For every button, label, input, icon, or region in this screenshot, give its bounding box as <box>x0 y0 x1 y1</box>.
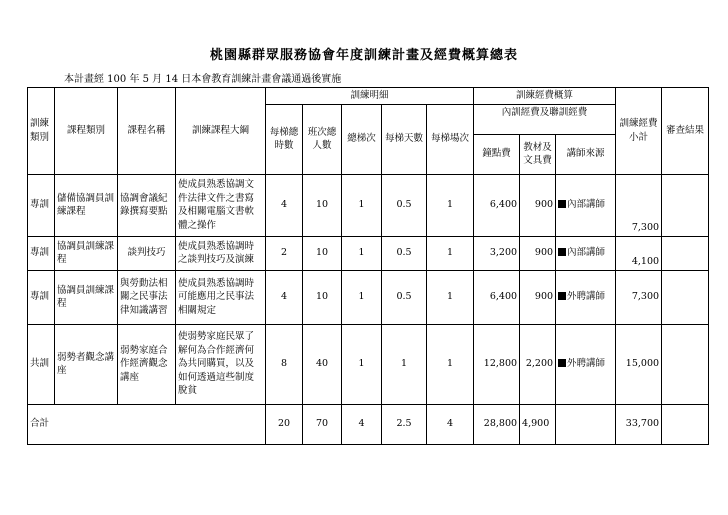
instructor-label: 內部講師 <box>567 199 606 211</box>
cell-total-sessions: 1 <box>342 324 382 404</box>
black-square-icon <box>558 292 566 300</box>
cell-category: 共訓 <box>28 324 55 404</box>
cell-outline: 使成員熟悉協調時之談判技巧及演練 <box>176 236 266 270</box>
cell-sessions: 1 <box>427 236 474 270</box>
black-square-icon <box>558 359 566 367</box>
total-hours: 20 <box>266 404 303 444</box>
cell-instructor <box>556 324 616 404</box>
page-title: 桃園縣群眾服務協會年度訓練計畫及經費概算總表 <box>209 48 518 63</box>
cell-total-sessions: 1 <box>342 174 382 236</box>
black-square-icon <box>558 248 566 256</box>
cell-hourly-fee: 6,400 <box>474 270 520 324</box>
cell-category: 專訓 <box>28 174 55 236</box>
cell-subtotal: 4,100 <box>616 236 662 270</box>
total-sessions-per: 4 <box>427 404 474 444</box>
cell-review <box>662 324 709 404</box>
header-total-hours: 每梯總時數 <box>266 104 303 174</box>
header-category: 訓練類別 <box>28 88 55 175</box>
cell-participants: 10 <box>303 236 342 270</box>
cell-total-sessions: 1 <box>342 236 382 270</box>
cell-days: 0.5 <box>382 236 427 270</box>
total-materials: 4,900 <box>520 404 556 444</box>
cell-subtotal: 7,300 <box>616 270 662 324</box>
cell-subtotal: 7,300 <box>616 174 662 236</box>
cell-total-hours: 8 <box>266 324 303 404</box>
cell-total-hours: 4 <box>266 270 303 324</box>
header-review: 審查結果 <box>662 88 709 175</box>
table-row <box>28 324 709 404</box>
cell-course-name: 談判技巧 <box>118 236 176 270</box>
cell-course-name: 弱勢家庭合作經濟觀念講座 <box>118 324 176 404</box>
cell-course-type: 弱勢者觀念講座 <box>55 324 118 404</box>
table-row <box>28 174 709 236</box>
cell-hourly-fee: 12,800 <box>474 324 520 404</box>
cell-review <box>662 174 709 236</box>
cell-total-sessions: 1 <box>342 270 382 324</box>
header-subtotal: 訓練經費小計 <box>616 88 662 175</box>
cell-outline: 使成員熟悉協調時可能應用之民事法相關規定 <box>176 270 266 324</box>
cell-instructor <box>556 270 616 324</box>
cell-days: 1 <box>382 324 427 404</box>
cell-participants: 40 <box>303 324 342 404</box>
cell-outline: 使成員熟悉協調文件法律文件之書寫及相關電腦文書軟體之操作 <box>176 174 266 236</box>
cell-total-hours: 2 <box>266 236 303 270</box>
instructor-label: 外聘講師 <box>567 291 606 303</box>
total-label: 合計 <box>28 404 266 444</box>
cell-course-name: 與勞動法相關之民事法律知識講習 <box>118 270 176 324</box>
cell-instructor <box>556 236 616 270</box>
header-total-sessions: 總梯次 <box>342 104 382 174</box>
header-days-per-session: 每梯天數 <box>382 104 427 174</box>
cell-days: 0.5 <box>382 174 427 236</box>
cell-instructor <box>556 174 616 236</box>
black-square-icon <box>558 200 566 208</box>
instructor-label: 內部講師 <box>567 247 606 259</box>
cell-participants: 10 <box>303 270 342 324</box>
cell-outline: 使弱勢家庭民眾了解何為合作經濟何為共同購買，以及如何透過這些制度脫貧 <box>176 324 266 404</box>
cell-sessions: 1 <box>427 174 474 236</box>
cell-sessions: 1 <box>427 270 474 324</box>
table-row <box>28 236 709 270</box>
header-outline: 訓練課程大綱 <box>176 88 266 175</box>
header-hourly-fee: 鐘點費 <box>474 134 520 174</box>
cell-hourly-fee: 3,200 <box>474 236 520 270</box>
approval-note: 本計畫經 100 年 5 月 14 日本會教育訓練計畫會議通過後實施 <box>64 74 342 85</box>
table-row <box>28 270 709 324</box>
cell-category: 專訓 <box>28 270 55 324</box>
header-row-1 <box>28 88 709 105</box>
cell-category: 專訓 <box>28 236 55 270</box>
cell-course-type: 協調員訓練課程 <box>55 270 118 324</box>
header-materials: 教材及文具費 <box>520 134 556 174</box>
cell-subtotal: 15,000 <box>616 324 662 404</box>
cell-materials: 2,200 <box>520 324 556 404</box>
instructor-label: 外聘講師 <box>567 358 606 370</box>
cell-materials: 900 <box>520 236 556 270</box>
total-days: 2.5 <box>382 404 427 444</box>
total-row <box>28 404 709 444</box>
cell-course-type: 協調員訓練課程 <box>55 236 118 270</box>
cell-materials: 900 <box>520 270 556 324</box>
cell-course-type: 儲備協調員訓練課程 <box>55 174 118 236</box>
cell-days: 0.5 <box>382 270 427 324</box>
cell-review <box>662 236 709 270</box>
cell-total-hours: 4 <box>266 174 303 236</box>
cell-participants: 10 <box>303 174 342 236</box>
header-course-type: 課程類別 <box>55 88 118 175</box>
cell-hourly-fee: 6,400 <box>474 174 520 236</box>
header-internal-budget: 內訓經費及聯訓經費 <box>474 104 616 134</box>
header-detail-group: 訓練明細 <box>266 88 474 105</box>
header-budget-group: 訓練經費概算 <box>474 88 616 105</box>
total-review <box>662 404 709 444</box>
total-instructor <box>556 404 616 444</box>
header-instructor-source: 講師來源 <box>556 134 616 174</box>
header-participants: 班次總人數 <box>303 104 342 174</box>
cell-review <box>662 270 709 324</box>
total-sessions: 4 <box>342 404 382 444</box>
total-participants: 70 <box>303 404 342 444</box>
total-hourly-fee: 28,800 <box>474 404 520 444</box>
header-sessions-per-session: 每梯場次 <box>427 104 474 174</box>
cell-sessions: 1 <box>427 324 474 404</box>
header-course-name: 課程名稱 <box>118 88 176 175</box>
cell-materials: 900 <box>520 174 556 236</box>
training-plan-table <box>27 87 709 445</box>
total-subtotal: 33,700 <box>616 404 662 444</box>
cell-course-name: 協調會議紀錄撰寫要點 <box>118 174 176 236</box>
